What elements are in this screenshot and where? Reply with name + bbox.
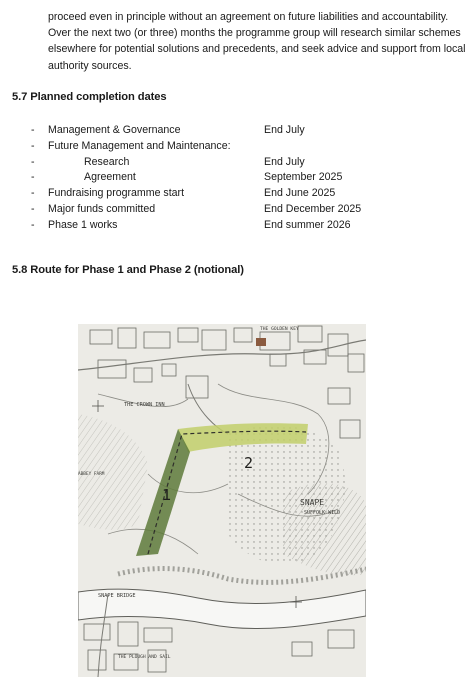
label-golden-key: THE GOLDEN KEY	[260, 327, 299, 332]
list-dash: -	[31, 139, 35, 152]
list-dash: -	[31, 187, 35, 200]
paragraph-line: proceed even in principle without an agreement on future liabilities and accountability.	[48, 11, 449, 23]
item-label: Fundraising programme start	[48, 187, 185, 200]
item-label: Agreement	[84, 171, 136, 184]
label-plough-and-sail: THE PLOUGH AND SAIL	[118, 655, 171, 660]
item-label: Phase 1 works	[48, 218, 118, 231]
item-date: End June 2025	[264, 187, 336, 200]
list-dash: -	[31, 155, 35, 168]
list-item	[0, 138, 474, 154]
phase-2-marker: 2	[244, 454, 254, 472]
list-item	[0, 217, 474, 233]
label-suffolk-wildlife: SUFFOLK WILD	[304, 510, 341, 516]
item-date: End July	[264, 155, 305, 168]
list-item	[0, 169, 474, 185]
phase-1-marker: 1	[162, 486, 172, 504]
item-date: End summer 2026	[264, 218, 351, 231]
item-label: Management & Governance	[48, 124, 181, 136]
item-date: End July	[264, 124, 305, 136]
list-dash: -	[31, 203, 35, 215]
list-dash: -	[31, 218, 35, 231]
item-label: Future Management and Maintenance:	[48, 139, 231, 152]
paragraph-line: Over the next two (or three) months the programme group will research similar schemes	[48, 27, 461, 40]
label-abbey-farm: ABBEY FARM	[78, 472, 105, 477]
label-snape: SNAPE	[300, 498, 325, 507]
list-item	[0, 201, 474, 217]
paragraph-line: authority sources.	[48, 59, 132, 72]
item-label: Research	[84, 155, 130, 168]
map-roof-marker	[256, 338, 266, 346]
route-map	[78, 324, 366, 677]
list-dash: -	[31, 124, 35, 136]
label-snape-bridge: SNAPE BRIDGE	[98, 593, 136, 599]
section-heading-route: 5.8 Route for Phase 1 and Phase 2 (notional)	[12, 264, 244, 276]
item-label: Major funds committed	[48, 203, 156, 215]
list-item	[0, 185, 474, 201]
list-dash: -	[31, 171, 35, 184]
intro-paragraph	[48, 9, 464, 74]
label-crown-inn: THE CROWN INN	[124, 402, 165, 408]
item-date: End December 2025	[264, 203, 362, 215]
item-date: September 2025	[264, 171, 343, 184]
list-item	[0, 154, 474, 170]
paragraph-line: elsewhere for potential solutions and precedents, and seek advice and support from local	[48, 43, 466, 56]
list-item	[0, 122, 474, 138]
section-heading-completion-dates: 5.7 Planned completion dates	[12, 91, 167, 103]
